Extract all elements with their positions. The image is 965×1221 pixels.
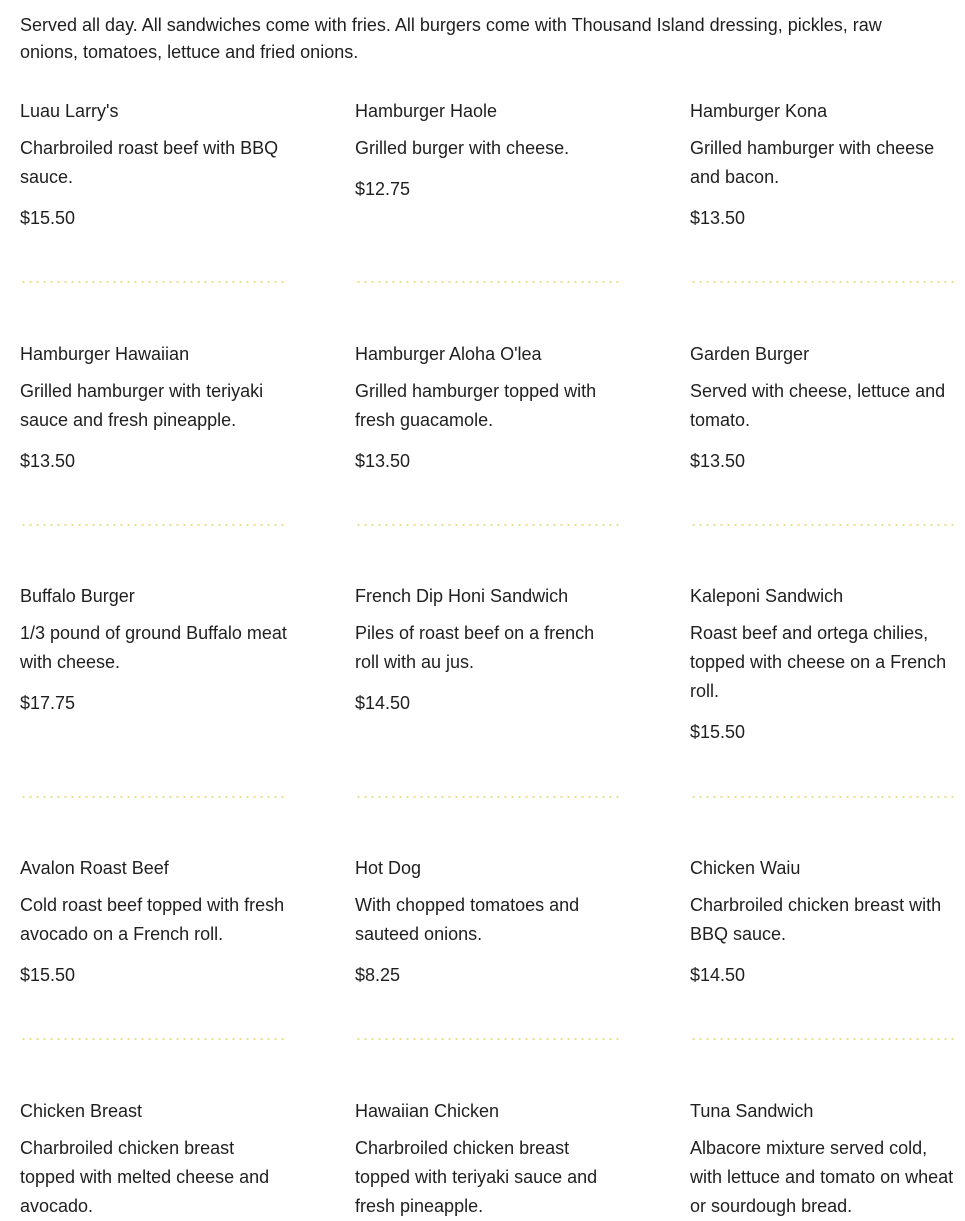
menu-row [20, 341, 960, 583]
item-description: Charbroiled chicken breast topped with teriyaki sauce and fresh pineapple. [355, 1138, 598, 1216]
item-description: Charbroiled chicken breast with BBQ sauce. [690, 895, 942, 944]
dotted-divider [355, 281, 623, 283]
item-price: $12.75 [355, 179, 411, 199]
dotted-divider [690, 281, 958, 283]
item-description: Charbroiled chicken breast topped with melted cheese and avocado. [20, 1138, 270, 1216]
item-name: French Dip Honi Sandwich [355, 586, 569, 606]
item-description: Served with cheese, lettuce and tomato. [690, 381, 946, 430]
item-price: $14.50 [690, 965, 746, 985]
item-price: $15.50 [20, 208, 76, 228]
item-price: $13.50 [20, 451, 76, 471]
item-description: Albacore mixture served cold, with lettuce and tomato on wheat or sourdough bread. [690, 1138, 954, 1216]
menu-row [20, 583, 960, 855]
item-price: $13.50 [355, 451, 411, 471]
item-description: Grilled burger with cheese. [355, 138, 570, 158]
menu-item [20, 98, 288, 341]
menu-item [20, 1098, 288, 1218]
item-name: Hot Dog [355, 858, 422, 878]
item-price: $15.50 [690, 722, 746, 742]
menu-item [355, 583, 623, 855]
item-name: Chicken Waiu [690, 858, 801, 878]
menu-intro: Served all day. All sandwiches come with fries. All burgers come with Thousand Island dressing, pickles, raw onions, tomatoes, lettuce and fried onions. [20, 15, 882, 62]
item-description: With chopped tomatoes and sauteed onions. [355, 895, 580, 944]
item-price: $13.50 [690, 208, 746, 228]
menu-item [690, 583, 958, 855]
menu-item [690, 341, 958, 583]
dotted-divider [690, 524, 958, 526]
menu-item [20, 583, 288, 855]
menu-row [20, 98, 960, 341]
dotted-divider [355, 796, 623, 798]
item-name: Tuna Sandwich [690, 1101, 814, 1121]
item-price: $17.75 [20, 693, 76, 713]
item-price: $14.50 [355, 693, 411, 713]
item-price: $8.25 [355, 965, 401, 985]
menu-item [690, 98, 958, 341]
menu-item [20, 341, 288, 583]
item-description: Grilled hamburger with cheese and bacon. [690, 138, 935, 187]
item-name: Chicken Breast [20, 1101, 143, 1121]
dotted-divider [20, 1038, 288, 1040]
item-name: Hamburger Kona [690, 101, 828, 121]
item-name: Hamburger Hawaiian [20, 344, 190, 364]
item-name: Kaleponi Sandwich [690, 586, 844, 606]
item-name: Hawaiian Chicken [355, 1101, 500, 1121]
item-name: Avalon Roast Beef [20, 858, 169, 878]
menu-item [355, 1098, 623, 1218]
item-price: $13.50 [690, 451, 746, 471]
item-name: Buffalo Burger [20, 586, 135, 606]
menu-row [20, 1098, 960, 1218]
menu-item [355, 855, 623, 1098]
menu-row [20, 855, 960, 1098]
menu-item [690, 1098, 958, 1218]
dotted-divider [690, 796, 958, 798]
menu-grid [20, 98, 960, 1218]
item-description: Grilled hamburger with teriyaki sauce and fresh pineapple. [20, 381, 264, 430]
menu-item [355, 98, 623, 341]
item-name: Garden Burger [690, 344, 810, 364]
dotted-divider [355, 524, 623, 526]
item-description: 1/3 pound of ground Buffalo meat with cheese. [20, 623, 287, 672]
item-price: $15.50 [20, 965, 76, 985]
item-description: Charbroiled roast beef with BBQ sauce. [20, 138, 279, 187]
dotted-divider [20, 796, 288, 798]
item-name: Hamburger Haole [355, 101, 498, 121]
menu-item [20, 855, 288, 1098]
dotted-divider [20, 281, 288, 283]
item-name: Luau Larry's [20, 101, 119, 121]
item-description: Grilled hamburger topped with fresh guacamole. [355, 381, 597, 430]
item-description: Cold roast beef topped with fresh avocado on a French roll. [20, 895, 285, 944]
dotted-divider [20, 524, 288, 526]
menu-item [690, 855, 958, 1098]
menu-item [355, 341, 623, 583]
item-description: Roast beef and ortega chilies, topped with cheese on a French roll. [690, 623, 947, 701]
item-name: Hamburger Aloha O'lea [355, 344, 542, 364]
dotted-divider [355, 1038, 623, 1040]
item-description: Piles of roast beef on a french roll with au jus. [355, 623, 595, 672]
dotted-divider [690, 1038, 958, 1040]
